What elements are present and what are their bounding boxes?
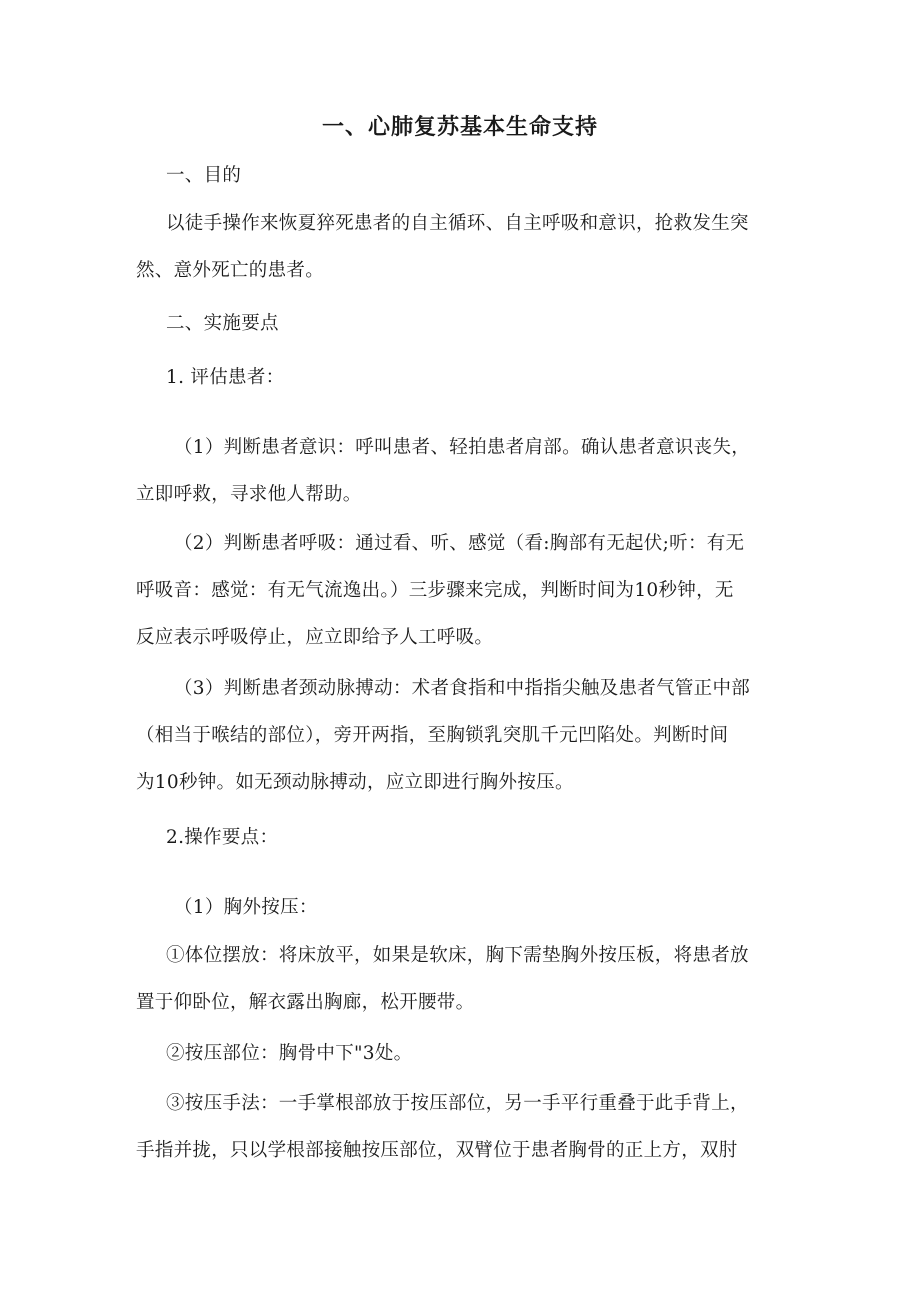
paragraph-line: ③按压手法：一手掌根部放于按压部位，另一手平行重叠于此手背上， xyxy=(166,1093,749,1114)
purpose-heading: 一、目的 xyxy=(166,165,242,186)
assess-item-3 xyxy=(136,665,786,806)
operation-heading: 2.操作要点： xyxy=(166,827,279,848)
key-points-heading: 二、实施要点 xyxy=(166,313,279,334)
paragraph-line: （2）判断患者呼吸：通过看、听、感觉（看:胸部有无起伏;听：有无 xyxy=(174,533,745,554)
paragraph-line: 为10秒钟。如无颈动脉搏动，应立即进行胸外按压。 xyxy=(136,772,574,793)
assess-item-1 xyxy=(136,424,786,518)
paragraph-line: （1）判断患者意识：呼叫患者、轻拍患者肩部。确认患者意识丧失， xyxy=(174,437,751,458)
paragraph-line: 以徒手操作来恢夏猝死患者的自主循环、自主呼吸和意识，抢救发生突 xyxy=(166,213,749,234)
paragraph-line: （相当于喉结的部位），旁开两指，至胸锁乳突肌千元凹陷处。判断时间 xyxy=(136,725,729,746)
paragraph-line: 立即呼救，寻求他人帮助。 xyxy=(136,484,362,505)
assess-heading: 1. 评估患者： xyxy=(166,367,285,388)
purpose-paragraph xyxy=(136,200,786,294)
assess-item-2 xyxy=(136,520,786,661)
paragraph-line: 反应表示呼吸停止，应立即给予人工呼吸。 xyxy=(136,627,494,648)
step-2 xyxy=(136,1030,786,1077)
step-1 xyxy=(136,932,786,1026)
paragraph-line: 置于仰卧位，解衣露出胸廊，松开腰带。 xyxy=(136,992,475,1013)
paragraph-line: 呼吸音：感觉：有无气流逸出。）三步骤来完成，判断时间为10秒钟，无 xyxy=(136,580,734,601)
paragraph-line: ①体位摆放：将床放平，如果是软床，胸下需垫胸外按压板，将患者放 xyxy=(166,945,749,966)
paragraph-line: ②按压部位：胸骨中下"3处。 xyxy=(166,1043,413,1064)
compression-heading: （1）胸外按压： xyxy=(174,897,318,918)
paragraph-line: 手指并拢，只以学根部接触按压部位，双臂位于患者胸骨的正上方，双肘 xyxy=(136,1140,738,1161)
document-title: 一、心肺复苏基本生命支持 xyxy=(321,115,598,140)
step-3 xyxy=(136,1080,786,1174)
paragraph-line: （3）判断患者颈动脉搏动：术者食指和中指指尖触及患者气管正中部 xyxy=(174,678,751,699)
paragraph-line: 然、意外死亡的患者。 xyxy=(136,260,325,281)
